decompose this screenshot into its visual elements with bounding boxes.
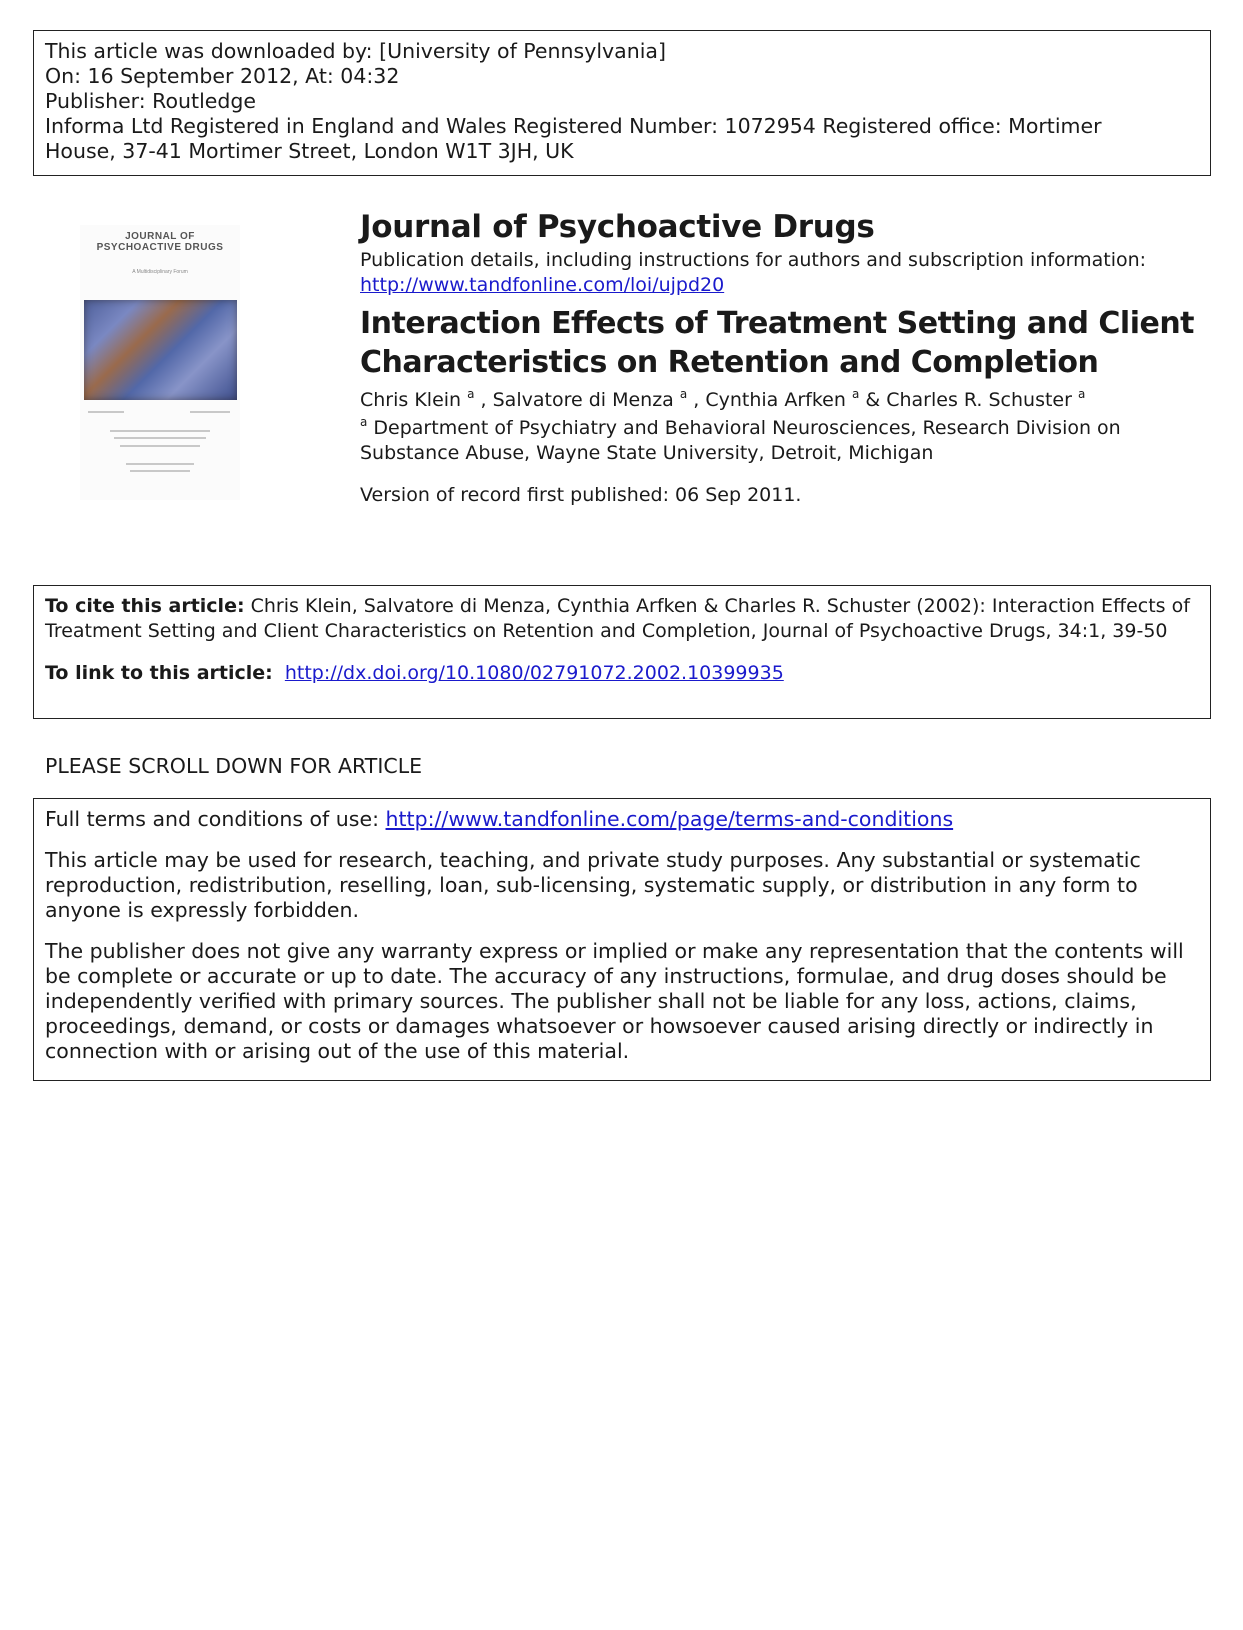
terms-label: Full terms and conditions of use: [45,807,379,831]
author-name: Chris Klein [360,389,462,411]
author-name: Cynthia Arfken [705,389,846,411]
author-name: Salvatore di Menza [492,389,674,411]
citation-row [45,594,1199,644]
citation-box [33,585,1211,719]
author-name: Charles R. Schuster [886,389,1072,411]
doi-link[interactable]: http://dx.doi.org/10.1080/02791072.2002.10399935 [284,662,784,684]
cover-rule [110,430,210,432]
cover-rule [88,411,124,413]
article-title: Interaction Effects of Treatment Setting and Client Characteristics on Retention and Completion [360,306,1195,380]
version-of-record: Version of record first published: 06 Sep 2011. [360,484,802,506]
cite-label: To cite this article: [45,595,245,617]
journal-cover-image [80,225,240,500]
affiliation-mark: a [360,415,368,429]
author-affiliation-mark: a [851,387,860,401]
cover-rule [114,437,206,439]
cover-artwork [84,300,237,400]
publisher-line: Publisher: Routledge [45,89,257,113]
cover-rule [130,470,190,472]
cite-text: Chris Klein, Salvatore di Menza, Cynthia Arfken & Charles R. Schuster (2002): Interaction Effects of Treatment Setting and Client Characteristics on Retention and Completion, Journal of Psychoactive Drugs, 34:1, 39-50 [45,595,1190,642]
author-separator: , [687,389,706,411]
cover-rule [120,445,200,447]
author-list [360,388,1210,413]
cover-title [80,231,240,253]
author-affiliation-mark: a [679,387,688,401]
cover-subtitle: A Multidisciplinary Forum [132,269,188,275]
cover-rule [126,463,194,465]
terms-link[interactable]: http://www.tandfonline.com/page/terms-and-conditions [385,807,954,831]
journal-link[interactable]: http://www.tandfonline.com/loi/ujpd20 [360,274,725,296]
article-header [360,208,1210,508]
author-separator: , [474,389,493,411]
journal-title: Journal of Psychoactive Drugs [360,209,875,245]
download-info-box [33,30,1211,176]
download-source-line: This article was downloaded by: [University of Pennsylvania] [45,39,666,63]
cover-rule [190,411,230,413]
scroll-notice: PLEASE SCROLL DOWN FOR ARTICLE [45,754,423,778]
link-label: To link to this article: [45,662,273,684]
journal-link-row [360,273,1210,298]
affiliation-text: Department of Psychiatry and Behavioral Neurosciences, Research Division on Substance Abuse, Wayne State University, Detroit, Michigan [360,417,1121,464]
terms-box [33,798,1211,1081]
publication-details: Publication details, including instructions for authors and subscription information: [360,249,1147,271]
cover-title-line2: PSYCHOACTIVE DRUGS [96,242,224,253]
article-link-row [45,661,1199,686]
author-affiliation-mark: a [1077,387,1086,401]
disclaimer-paragraph: The publisher does not give any warranty express or implied or make any representation that the contents will be complete or accurate or up to date. The accuracy of any instructions, formulae, and drug doses should be independently verified with primary sources. The publisher shall not be liable for any loss, actions, claims, proceedings, demand, or costs or damages whatsoever or howsoever caused arising directly or indirectly in connection with or arising out of the use of this material. [45,939,1184,1063]
terms-row [45,807,1199,832]
author-affiliation-mark: a [467,387,475,401]
cover-title-line1: JOURNAL OF [125,231,195,242]
affiliation [360,416,1210,466]
download-date-line: On: 16 September 2012, At: 04:32 [45,64,400,88]
author-separator: & [859,389,887,411]
address-line: House, 37-41 Mortimer Street, London W1T 3JH, UK [45,139,574,163]
usage-paragraph: This article may be used for research, teaching, and private study purposes. Any substantial or systematic reproduction, redistribution, reselling, loan, sub-licensing, systematic supply, or distribution in any form to anyone is expressly forbidden. [45,848,1141,922]
registration-line: Informa Ltd Registered in England and Wales Registered Number: 1072954 Registered office: Mortimer [45,114,1102,138]
